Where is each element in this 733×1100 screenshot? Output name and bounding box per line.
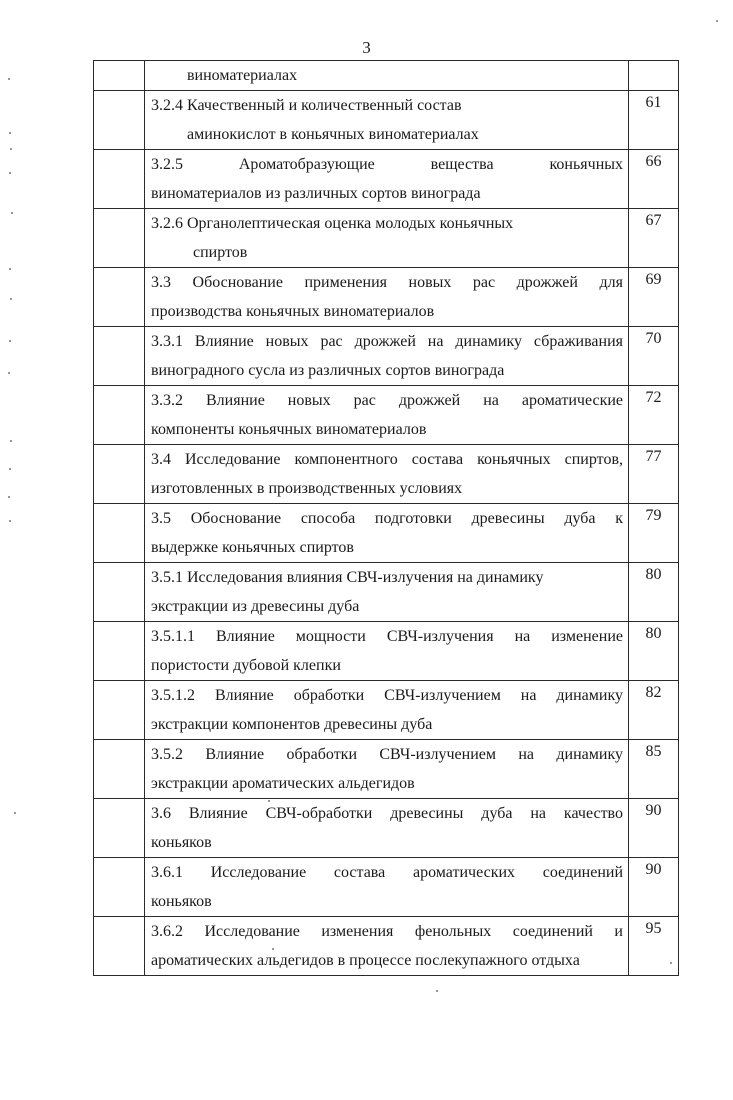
toc-row	[94, 799, 679, 858]
toc-entry-text	[145, 858, 629, 917]
toc-page-number: 79	[629, 504, 679, 563]
scan-speck	[9, 468, 11, 470]
toc-blank-cell	[94, 209, 145, 268]
toc-entry-line: 3.6 Влияние СВЧ-обработки древесины дуба на качество	[151, 805, 623, 822]
toc-entry-line: виноградного сусла из различных сортов винограда	[151, 362, 505, 379]
scan-speck	[436, 990, 438, 992]
scan-speck	[9, 520, 11, 522]
toc-entry-text	[145, 61, 629, 91]
toc-row	[94, 445, 679, 504]
toc-blank-cell	[94, 799, 145, 858]
toc-page-number: 77	[629, 445, 679, 504]
scan-speck	[14, 812, 16, 814]
table-of-contents	[93, 60, 679, 976]
scan-speck	[9, 172, 11, 174]
toc-entry-text	[145, 150, 629, 209]
toc-entry-line: экстракции ароматических альдегидов	[151, 775, 415, 792]
scan-speck	[10, 440, 12, 442]
toc-page-number: 82	[629, 681, 679, 740]
toc-entry-text	[145, 563, 629, 622]
toc-entry-line: 3.5.2 Влияние обработки СВЧ-излучением на динамику	[151, 746, 623, 763]
toc-blank-cell	[94, 61, 145, 91]
toc-row	[94, 622, 679, 681]
scan-speck	[8, 372, 10, 374]
toc-entry-line: 3.5.1.2 Влияние обработки СВЧ-излучением на динамику	[151, 687, 623, 704]
toc-page-number: 80	[629, 622, 679, 681]
toc-entry-text	[145, 386, 629, 445]
toc-entry-line: ароматических альдегидов в процессе послекупажного отдыха	[151, 952, 580, 969]
scan-speck	[716, 20, 718, 22]
toc-row	[94, 681, 679, 740]
toc-entry-line: 3.4 Исследование компонентного состава коньячных спиртов,	[151, 451, 623, 468]
toc-entry-line: производства коньячных виноматериалов	[151, 303, 435, 320]
toc-blank-cell	[94, 445, 145, 504]
toc-row	[94, 858, 679, 917]
scan-speck	[272, 948, 274, 950]
toc-page-number: 80	[629, 563, 679, 622]
toc-entry-line: 3.3 Обоснование применения новых рас дрожжей для	[151, 274, 623, 291]
toc-page-number	[629, 61, 679, 91]
toc-entry-text	[145, 799, 629, 858]
toc-blank-cell	[94, 563, 145, 622]
toc-entry-line: аминокислот в коньячных виноматериалах	[187, 126, 479, 143]
toc-row	[94, 268, 679, 327]
toc-row	[94, 740, 679, 799]
scan-speck	[9, 340, 11, 342]
toc-entry-line: изготовленных в производственных условиях	[151, 480, 463, 497]
toc-page-number: 85	[629, 740, 679, 799]
toc-entry-text	[145, 681, 629, 740]
toc-page-number: 95	[629, 917, 679, 976]
toc-blank-cell	[94, 622, 145, 681]
scan-speck	[9, 268, 11, 270]
toc-blank-cell	[94, 740, 145, 799]
toc-blank-cell	[94, 91, 145, 150]
toc-blank-cell	[94, 504, 145, 563]
toc-entry-line: 3.2.5 Ароматобразующие вещества коньячных	[151, 156, 623, 173]
toc-entry-line: экстракции из древесины дуба	[151, 598, 360, 615]
toc-page-number: 67	[629, 209, 679, 268]
toc-page-number: 66	[629, 150, 679, 209]
toc-entry-text	[145, 268, 629, 327]
scan-speck	[10, 298, 12, 300]
toc-row	[94, 327, 679, 386]
toc-entry-line: 3.6.2 Исследование изменения фенольных соединений и	[151, 923, 623, 940]
toc-blank-cell	[94, 268, 145, 327]
toc-blank-cell	[94, 386, 145, 445]
scan-speck	[10, 148, 12, 150]
toc-page-number: 90	[629, 858, 679, 917]
toc-blank-cell	[94, 917, 145, 976]
toc-blank-cell	[94, 327, 145, 386]
toc-row	[94, 91, 679, 150]
page-number: 3	[362, 38, 371, 57]
toc-entry-text	[145, 917, 629, 976]
toc-row	[94, 150, 679, 209]
toc-entry-line: коньяков	[151, 893, 212, 910]
scan-speck	[9, 132, 11, 134]
toc-row	[94, 61, 679, 91]
toc-row	[94, 917, 679, 976]
scan-speck	[670, 962, 672, 964]
toc-entry-line: 3.6.1 Исследование состава ароматических соединений	[151, 864, 623, 881]
scan-speck	[8, 496, 10, 498]
toc-page-number: 72	[629, 386, 679, 445]
toc-entry-line: коньяков	[151, 834, 212, 851]
toc-entry-line: спиртов	[193, 244, 248, 261]
toc-entry-text	[145, 740, 629, 799]
toc-blank-cell	[94, 858, 145, 917]
toc-entry-line: пористости дубовой клепки	[151, 657, 341, 674]
toc-entry-text	[145, 504, 629, 563]
toc-entry-line: выдержке коньячных спиртов	[151, 539, 354, 556]
scan-speck	[268, 800, 270, 802]
toc-entry-line: виноматериалах	[187, 67, 298, 84]
toc-page-number: 61	[629, 91, 679, 150]
toc-blank-cell	[94, 681, 145, 740]
toc-entry-line: 3.2.6 Органолептическая оценка молодых коньячных	[151, 215, 514, 232]
toc-entry-line: 3.5 Обоснование способа подготовки древесины дуба к	[151, 510, 623, 527]
toc-blank-cell	[94, 150, 145, 209]
toc-entry-line: 3.3.2 Влияние новых рас дрожжей на ароматические	[151, 392, 623, 409]
toc-entry-text	[145, 327, 629, 386]
toc-page-number: 69	[629, 268, 679, 327]
toc-entry-text	[145, 622, 629, 681]
toc-entry-line: виноматериалов из различных сортов винограда	[151, 185, 481, 202]
toc-page-number: 70	[629, 327, 679, 386]
toc-entry-line: 3.3.1 Влияние новых рас дрожжей на динамику сбраживания	[151, 333, 623, 350]
toc-page-number: 90	[629, 799, 679, 858]
toc-entry-text	[145, 445, 629, 504]
toc-row	[94, 386, 679, 445]
toc-entry-line: компоненты коньячных виноматериалов	[151, 421, 427, 438]
scan-speck	[8, 78, 10, 80]
toc-entry-line: 3.5.1.1 Влияние мощности СВЧ-излучения на изменение	[151, 628, 623, 645]
toc-entry-text	[145, 91, 629, 150]
scan-speck	[11, 212, 13, 214]
toc-entry-text	[145, 209, 629, 268]
toc-row	[94, 209, 679, 268]
toc-entry-line: экстракции компонентов древесины дуба	[151, 716, 433, 733]
toc-entry-line: 3.2.4 Качественный и количественный состав	[151, 97, 462, 114]
toc-entry-line: 3.5.1 Исследования влияния СВЧ-излучения на динамику	[151, 569, 544, 586]
toc-row	[94, 504, 679, 563]
toc-row	[94, 563, 679, 622]
